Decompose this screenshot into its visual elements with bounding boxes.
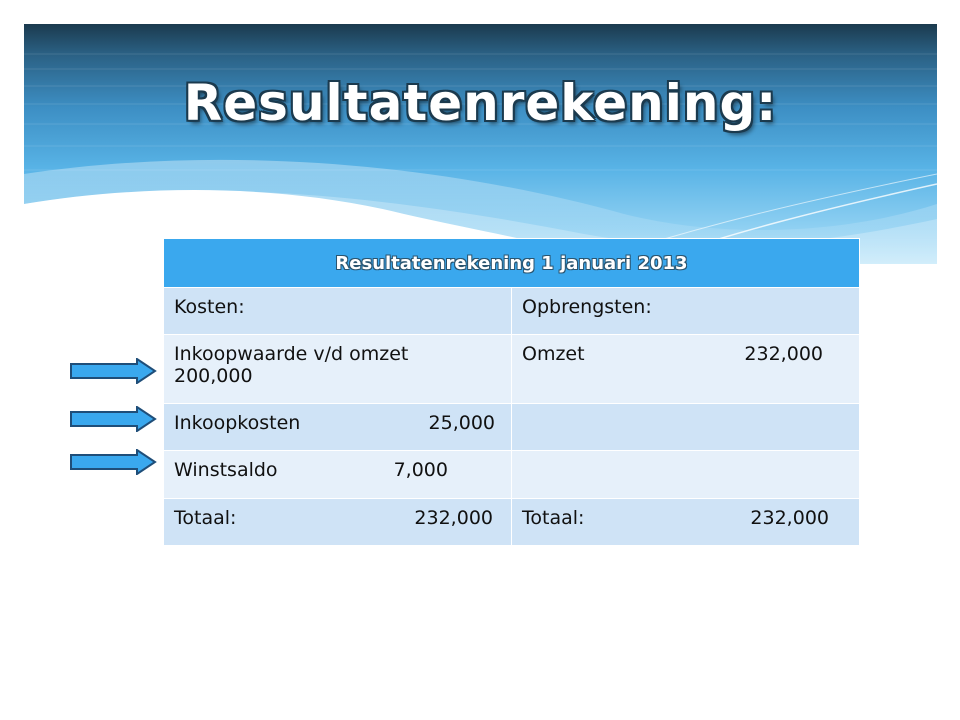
table-row: [164, 451, 860, 499]
total-right-label: Totaal:: [522, 507, 585, 529]
turnover-cell: [512, 335, 860, 404]
turnover-amount: 232,000: [744, 343, 823, 365]
slide-title: Resultatenrekening:: [183, 74, 778, 132]
income-statement-table: [163, 238, 860, 546]
purchase-value-cell: [164, 335, 512, 404]
purchase-value-label: Inkoopwaarde v/d omzet: [174, 343, 409, 365]
table-row: [164, 335, 860, 404]
arrow-right-icon: [69, 449, 157, 475]
total-right-amount: 232,000: [750, 507, 829, 529]
purchase-costs-amount: 25,000: [428, 412, 495, 434]
header-banner: [24, 24, 937, 264]
banner-wave-graphic: [24, 24, 937, 264]
profit-cell: [164, 451, 512, 499]
total-left-amount: 232,000: [414, 507, 493, 529]
turnover-label: Omzet: [522, 343, 585, 365]
empty-cell: [512, 404, 860, 451]
table-row: [164, 288, 860, 335]
empty-cell: [512, 451, 860, 499]
revenues-label: Opbrengsten:: [512, 288, 860, 335]
purchase-value-amount: 200,000: [174, 365, 253, 387]
total-left-label: Totaal:: [174, 507, 237, 529]
arrow-right-icon: [69, 358, 157, 384]
arrow-right-icon: [69, 406, 157, 432]
table-header: Resultatenrekening 1 januari 2013: [164, 239, 860, 288]
profit-label: Winstsaldo: [174, 459, 278, 481]
purchase-costs-cell: [164, 404, 512, 451]
table-row: [164, 499, 860, 546]
table-row: [164, 404, 860, 451]
total-right-cell: [512, 499, 860, 546]
total-left-cell: [164, 499, 512, 546]
costs-label: Kosten:: [164, 288, 512, 335]
profit-amount: 7,000: [393, 459, 448, 481]
purchase-costs-label: Inkoopkosten: [174, 412, 301, 434]
